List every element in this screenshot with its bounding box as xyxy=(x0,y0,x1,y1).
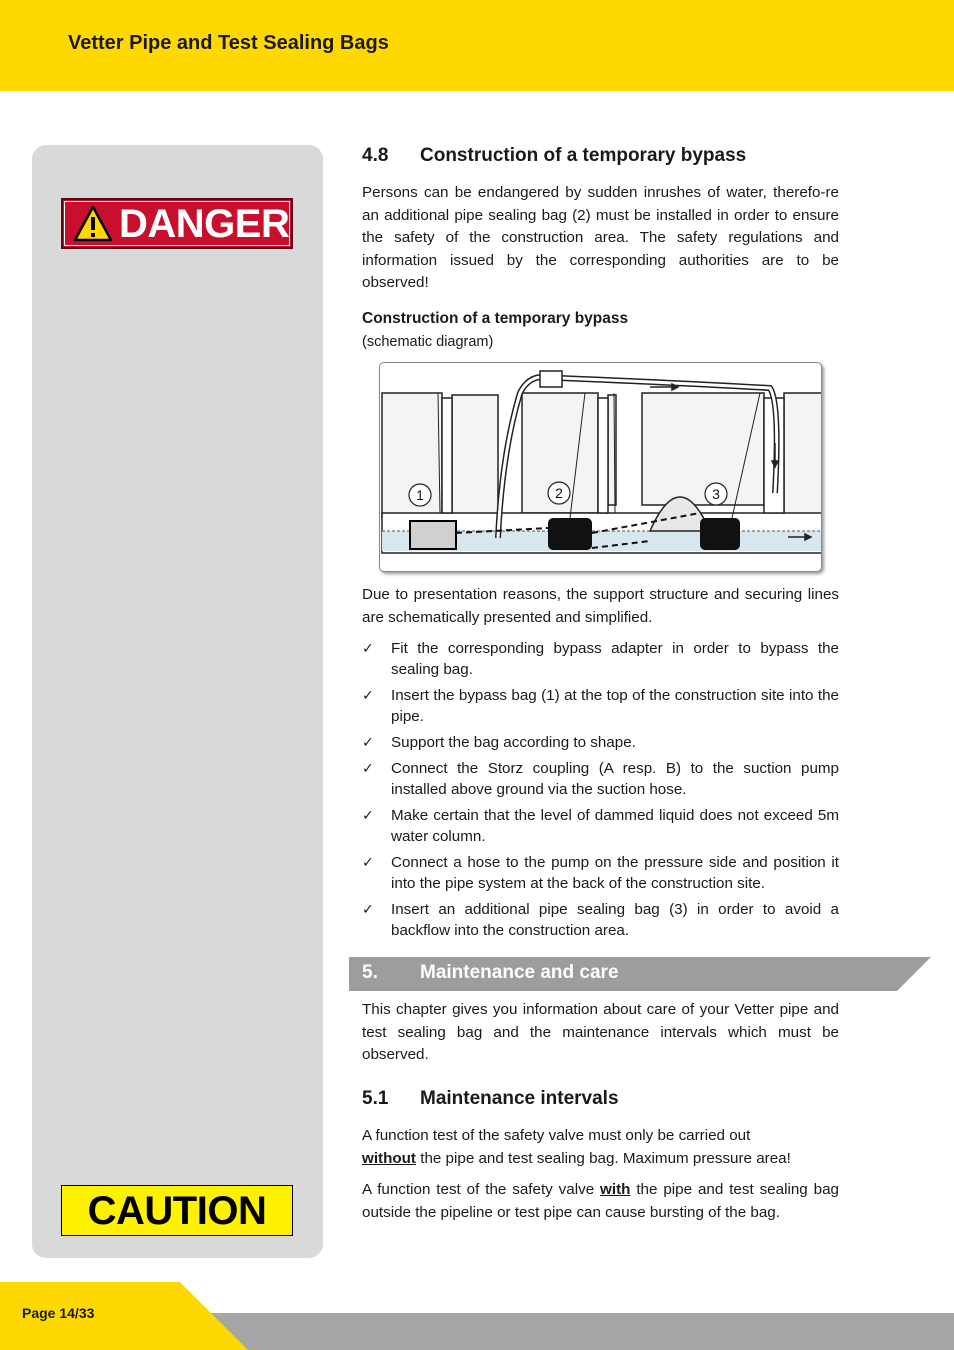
checklist-item xyxy=(362,899,839,941)
figure-label-3: 3 xyxy=(712,486,720,502)
checklist-item xyxy=(362,685,839,727)
checkmark-icon: ✓ xyxy=(362,734,374,750)
checklist-item-text: Connect a hose to the pump on the pressure side and position it into the pipe system at the back of the construction site. xyxy=(391,854,839,892)
section-title: Maintenance intervals xyxy=(420,1088,619,1109)
paragraph-text: the pipe and test sealing bag outside the pipeline or test pipe can cause bursting of the bag. xyxy=(362,1181,839,1221)
warning-triangle-icon xyxy=(73,204,113,244)
danger-label: DANGER xyxy=(119,201,290,246)
bypass-schematic-diagram xyxy=(380,363,822,572)
instruction-checklist xyxy=(362,638,839,946)
checklist-item-text: Connect the Storz coupling (A resp. B) to the suction pump installed above ground via the suction hose. xyxy=(391,760,839,798)
maintenance-paragraph-2 xyxy=(362,1179,839,1224)
checkmark-icon: ✓ xyxy=(362,760,374,776)
document-title: Vetter Pipe and Test Sealing Bags xyxy=(68,32,389,54)
caution-sign xyxy=(61,1185,293,1236)
checkmark-icon: ✓ xyxy=(362,854,374,870)
section-4-8-heading xyxy=(362,145,839,167)
section-title: Construction of a temporary bypass xyxy=(420,145,747,166)
figure-label-1: 1 xyxy=(416,487,424,503)
checklist-item-text: Support the bag according to shape. xyxy=(391,734,636,751)
section-number: 4.8 xyxy=(362,145,389,166)
section-4-8-intro: Persons can be endangered by sudden inrushes of water, therefo-re an additional pipe sealing bag (2) must be installed in order to ensure the safety of the construction area. The safety regulations and information issued by the corresponding authorities are to be observed! xyxy=(362,184,839,291)
section-5-heading-bar xyxy=(349,957,931,991)
figure-note: Due to presentation reasons, the support structure and securing lines are schematically presented and simplified. xyxy=(362,586,839,626)
checklist-item xyxy=(362,852,839,894)
sidebar-panel xyxy=(32,145,323,1258)
section-5-1-heading xyxy=(362,1088,839,1110)
checklist-item xyxy=(362,732,839,753)
section-number: 5. xyxy=(362,962,378,983)
caution-label: CAUTION xyxy=(87,1188,267,1233)
checkmark-icon: ✓ xyxy=(362,687,374,703)
checklist-item-text: Insert an additional pipe sealing bag (3) in order to avoid a backflow into the construction area. xyxy=(391,901,839,939)
figure-label-2: 2 xyxy=(555,485,563,501)
emphasis-with: with xyxy=(600,1181,631,1198)
section-title: Maintenance and care xyxy=(420,962,619,983)
checkmark-icon: ✓ xyxy=(362,640,374,656)
checklist-item xyxy=(362,638,839,680)
section-number: 5.1 xyxy=(362,1088,389,1109)
figure-subtitle: (schematic diagram) xyxy=(362,334,494,350)
checklist-item-text: Make certain that the level of dammed liquid does not exceed 5m water column. xyxy=(391,807,839,845)
paragraph-text: A function test of the safety valve must only be carried out xyxy=(362,1127,751,1144)
page-number: Page 14/33 xyxy=(22,1305,95,1321)
bypass-schematic-figure xyxy=(379,362,822,572)
paragraph-text: A function test of the safety valve xyxy=(362,1181,595,1198)
page-header xyxy=(0,0,954,91)
figure-title: Construction of a temporary bypass xyxy=(362,310,629,327)
paragraph-text: the pipe and test sealing bag. Maximum pressure area! xyxy=(420,1149,791,1167)
section-5-text: This chapter gives you information about care of your Vetter pipe and test sealing bag and the maintenance intervals which must be observed. xyxy=(362,1001,839,1063)
checkmark-icon: ✓ xyxy=(362,807,374,823)
emphasis-without: without xyxy=(362,1149,416,1167)
checklist-item-text: Insert the bypass bag (1) at the top of the construction site into the pipe. xyxy=(391,687,839,725)
maintenance-paragraph-1 xyxy=(362,1125,839,1170)
section-5-heading xyxy=(362,962,619,984)
checkmark-icon: ✓ xyxy=(362,901,374,917)
danger-sign xyxy=(61,198,293,249)
checklist-item xyxy=(362,805,839,847)
checklist-item-text: Fit the corresponding bypass adapter in order to bypass the sealing bag. xyxy=(391,640,839,678)
checklist-item xyxy=(362,758,839,800)
